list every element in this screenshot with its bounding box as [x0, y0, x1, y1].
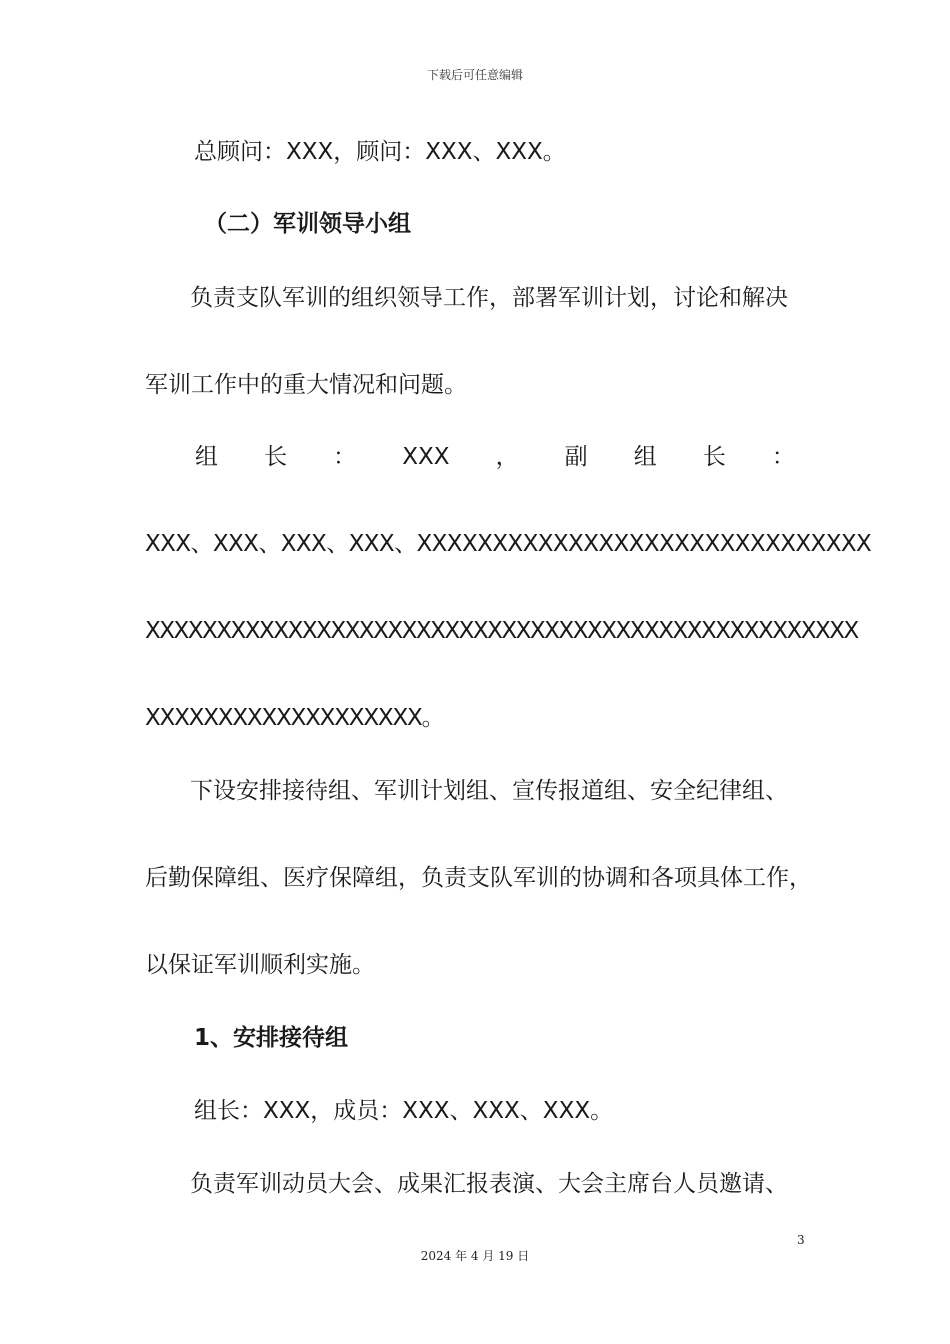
section-heading-leadership-group: （二）军训领导小组: [204, 211, 411, 237]
leader-char: 副: [564, 444, 588, 470]
paragraph-line: 以保证军训顺利实施。: [145, 952, 375, 978]
paragraph-line: 后勤保障组、医疗保障组，负责支队军训的协调和各项具体工作，: [145, 865, 812, 891]
paragraph-line: 下设安排接待组、军训计划组、宣传报道组、安全纪律组、: [190, 778, 788, 804]
header-note: 下载后可任意编辑: [426, 68, 523, 82]
paragraph-line: 负责支队军训的组织领导工作，部署军训计划，讨论和解决: [190, 285, 788, 311]
paragraph-line: 军训工作中的重大情况和问题。: [145, 372, 467, 398]
group-members-line: 组长：XXX，成员：XXX、XXX、XXX。: [194, 1098, 614, 1124]
advisor-line: 总顾问：XXX，顾问：XXX、XXX。: [194, 139, 566, 165]
footer-date: 2024 年 4 月 19 日: [420, 1249, 530, 1263]
leader-char: ：: [333, 444, 357, 470]
page-number: 3: [797, 1233, 805, 1247]
paragraph-line: 负责军训动员大会、成果汇报表演、大会主席台人员邀请、: [190, 1171, 788, 1197]
member-list-line: XXXXXXXXXXXXXXXXXXX。: [145, 705, 444, 731]
subsection-heading-reception-group: 1、安排接待组: [194, 1025, 349, 1051]
leader-char: 长: [264, 444, 288, 470]
leader-char: 组: [633, 444, 657, 470]
leader-char: ，: [495, 444, 519, 470]
leader-char: XXX: [402, 444, 450, 470]
leader-char: ：: [771, 444, 795, 470]
member-list-line: XXX、XXX、XXX、XXX、XXXXXXXXXXXXXXXXXXXXXXXXXXXXXX: [145, 531, 872, 557]
leader-char: 组: [195, 444, 218, 470]
leader-row: [195, 442, 795, 472]
leader-char: 长: [702, 444, 726, 470]
member-list-line: XXXXXXXXXXXXXXXXXXXXXXXXXXXXXXXXXXXXXXXXXXXXXXXXXX: [145, 618, 858, 644]
